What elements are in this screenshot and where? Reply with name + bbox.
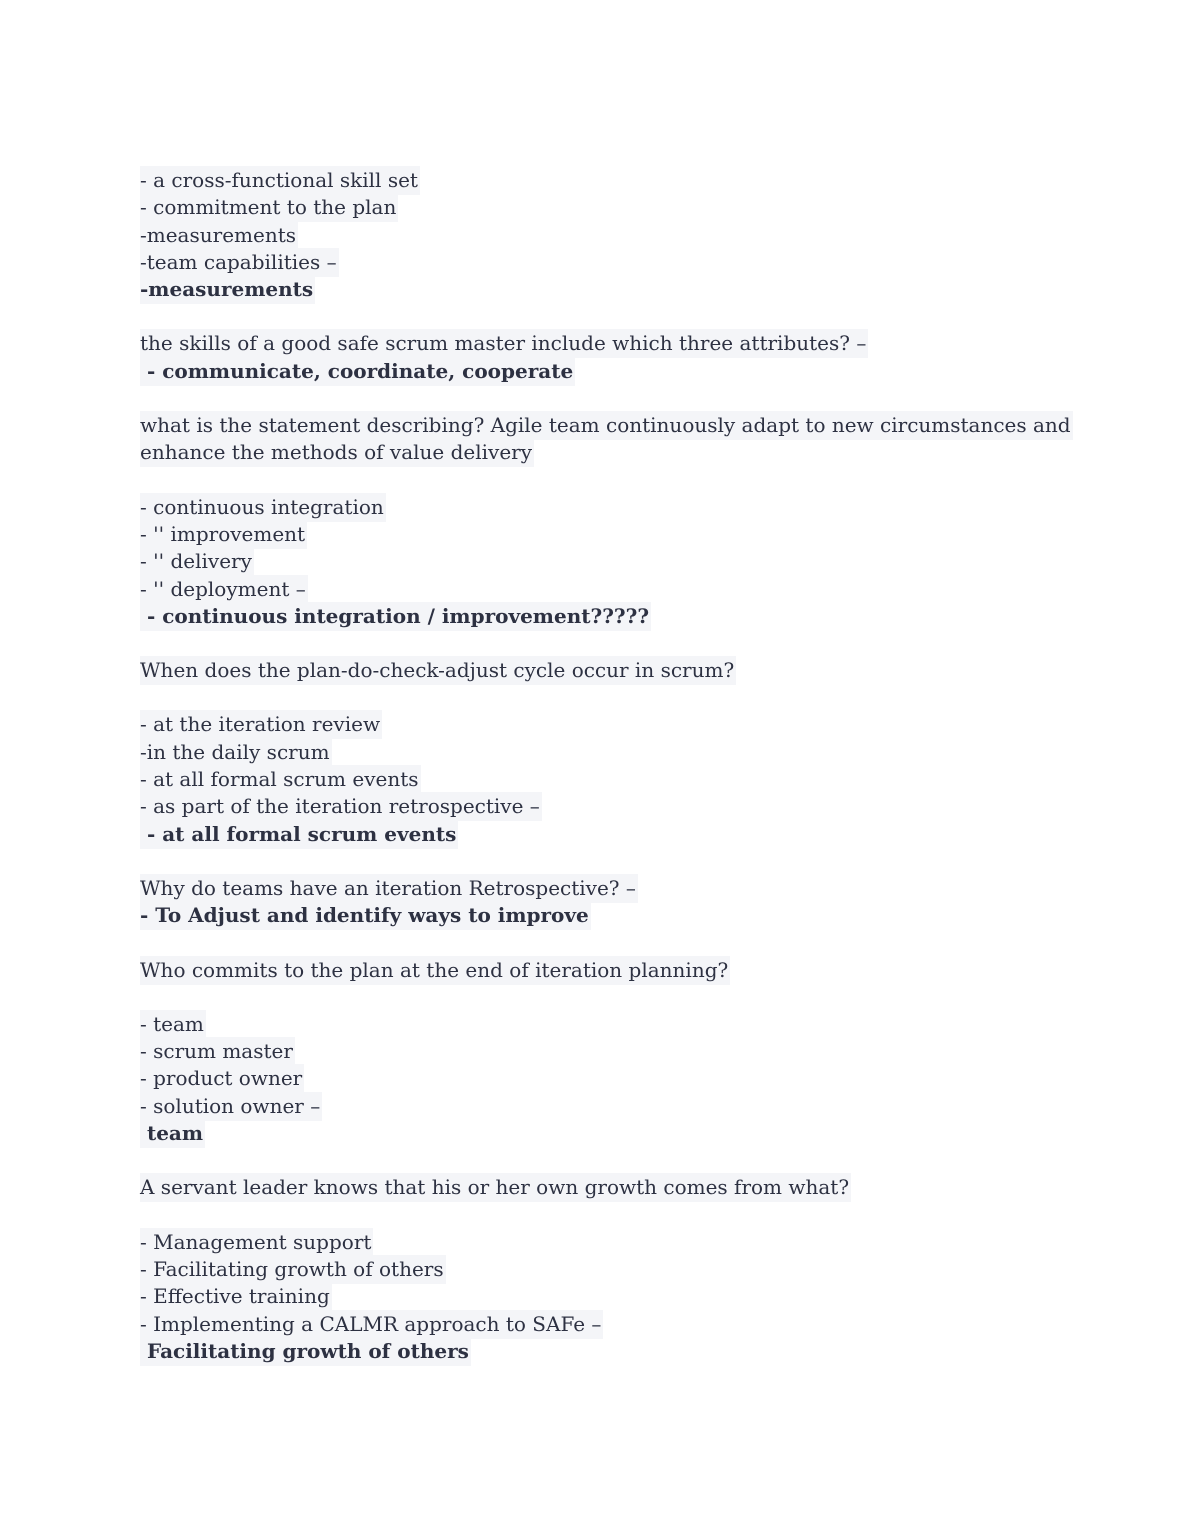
text-line: [140, 1311, 1060, 1338]
line-text: the skills of a good safe scrum master include which three attributes? –: [140, 329, 868, 358]
text-line: [140, 1065, 1060, 1092]
text-line: [140, 439, 1060, 466]
answer-text: - To Adjust and identify ways to improve: [140, 901, 591, 930]
text-line: [140, 1093, 1060, 1120]
text-line: [140, 1256, 1060, 1283]
answer-text: - communicate, coordinate, cooperate: [140, 357, 575, 386]
line-text: - Effective training: [140, 1282, 332, 1311]
text-line: [140, 766, 1060, 793]
answer-line: [140, 821, 1060, 848]
text-line: [140, 739, 1060, 766]
line-text: - a cross-functional skill set: [140, 166, 420, 195]
answer-text: -measurements: [140, 275, 315, 304]
paragraph-gap: [140, 984, 1060, 1011]
paragraph-gap: [140, 848, 1060, 875]
answer-text: team: [140, 1119, 205, 1148]
line-text: - team: [140, 1010, 206, 1039]
paragraph-gap: [140, 684, 1060, 711]
document-body: [140, 167, 1071, 1365]
line-text: - at the iteration review: [140, 710, 382, 739]
paragraph-gap: [140, 630, 1060, 657]
answer-text: Facilitating growth of others: [140, 1337, 471, 1366]
answer-line: [140, 358, 1060, 385]
line-text: -measurements: [140, 221, 298, 250]
line-text: -team capabilities –: [140, 248, 339, 277]
line-text: - solution owner –: [140, 1092, 322, 1121]
text-line: [140, 1229, 1060, 1256]
answer-text: - at all formal scrum events: [140, 820, 458, 849]
line-text: - as part of the iteration retrospective –: [140, 792, 542, 821]
line-text: -in the daily scrum: [140, 738, 332, 767]
line-text: - at all formal scrum events: [140, 765, 421, 794]
text-line: [140, 249, 1060, 276]
line-text: - scrum master: [140, 1037, 295, 1066]
text-line: [140, 1283, 1060, 1310]
paragraph-gap: [140, 930, 1060, 957]
text-line: [140, 330, 1060, 357]
line-text: - continuous integration: [140, 493, 386, 522]
text-line: [140, 167, 1060, 194]
line-text: A servant leader knows that his or her own growth comes from what?: [140, 1173, 851, 1202]
line-text: enhance the methods of value delivery: [140, 438, 534, 467]
text-line: [140, 1038, 1060, 1065]
paragraph-gap: [140, 385, 1060, 412]
answer-line: [140, 1338, 1060, 1365]
line-text: - product owner: [140, 1064, 304, 1093]
line-text: When does the plan-do-check-adjust cycle occur in scrum?: [140, 656, 736, 685]
answer-line: [140, 1120, 1060, 1147]
text-line: [140, 521, 1060, 548]
text-line: [140, 222, 1060, 249]
line-text: - commitment to the plan: [140, 193, 398, 222]
text-line: [140, 576, 1060, 603]
line-text: - Implementing a CALMR approach to SAFe –: [140, 1310, 603, 1339]
text-line: [140, 793, 1060, 820]
text-line: [140, 711, 1060, 738]
line-text: - Management support: [140, 1228, 373, 1257]
paragraph-gap: [140, 467, 1060, 494]
answer-line: [140, 902, 1060, 929]
answer-line: [140, 603, 1060, 630]
text-line: [140, 657, 1060, 684]
answer-line: [140, 276, 1060, 303]
line-text: - Facilitating growth of others: [140, 1255, 446, 1284]
paragraph-gap: [140, 1147, 1060, 1174]
line-text: - '' deployment –: [140, 575, 308, 604]
text-line: [140, 875, 1060, 902]
text-line: [140, 548, 1060, 575]
line-text: Why do teams have an iteration Retrospective? –: [140, 874, 638, 903]
text-line: [140, 957, 1060, 984]
text-line: [140, 494, 1060, 521]
line-text: Who commits to the plan at the end of iteration planning?: [140, 956, 730, 985]
answer-text: - continuous integration / improvement?????: [140, 602, 651, 631]
line-text: what is the statement describing? Agile team continuously adapt to new circumstances and: [140, 411, 1073, 440]
line-text: - '' delivery: [140, 547, 254, 576]
text-line: [140, 412, 1071, 439]
line-text: - '' improvement: [140, 520, 307, 549]
text-line: [140, 194, 1060, 221]
text-line: [140, 1011, 1060, 1038]
text-line: [140, 1174, 1060, 1201]
paragraph-gap: [140, 1202, 1060, 1229]
paragraph-gap: [140, 303, 1060, 330]
